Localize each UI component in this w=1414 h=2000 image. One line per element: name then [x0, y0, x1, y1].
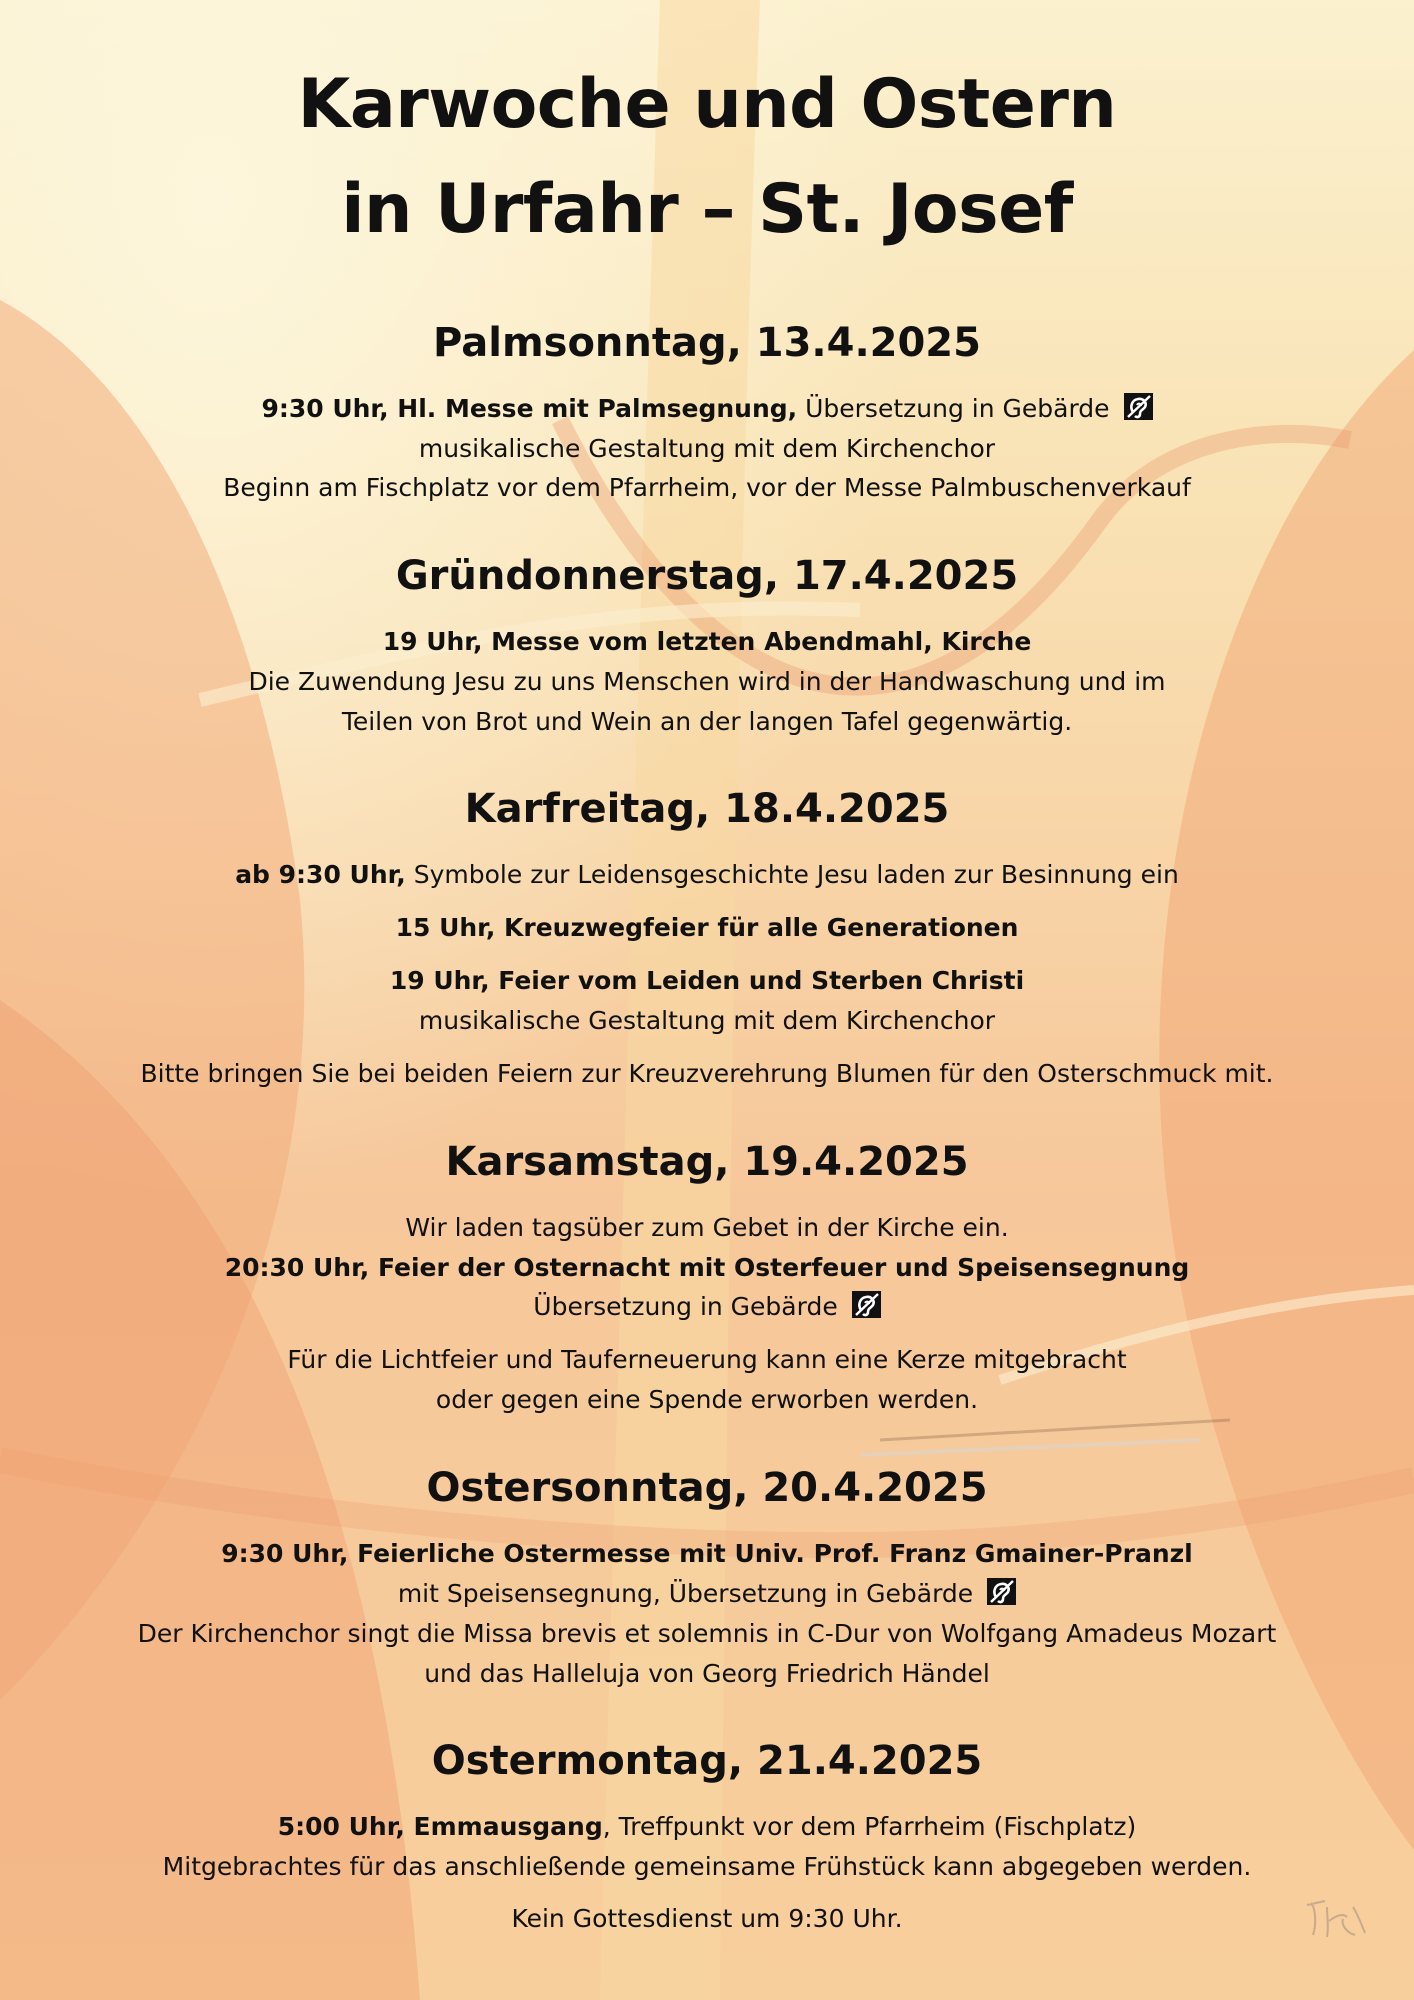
karfreitag-line-1 — [0, 855, 1414, 895]
karfreitag-line-2: 15 Uhr, Kreuzwegfeier für alle Generationen — [395, 913, 1019, 942]
karfreitag-line-5: Bitte bringen Sie bei beiden Feiern zur Kreuzverehrung Blumen für den Osterschmuck mit. — [140, 1059, 1274, 1088]
ostermontag-line-1-text: , Treffpunkt vor dem Pfarrheim (Fischplatz) — [602, 1812, 1137, 1841]
ostersonntag-heading: Ostersonntag, 20.4.2025 — [426, 1465, 988, 1511]
ostersonntag-line-1: 9:30 Uhr, Feierliche Ostermesse mit Univ. Prof. Franz Gmainer-Pranzl — [221, 1539, 1193, 1568]
karsamstag-line-5: oder gegen eine Spende erworben werden. — [435, 1385, 979, 1414]
ostermontag-heading: Ostermontag, 21.4.2025 — [431, 1738, 983, 1784]
karfreitag-time: ab 9:30 Uhr, — [235, 860, 406, 889]
karsamstag-line-1: Wir laden tagsüber zum Gebet in der Kirche ein. — [405, 1213, 1009, 1242]
palmsonntag-line-1 — [0, 389, 1414, 429]
karsamstag-line-4: Für die Lichtfeier und Tauferneuerung kann eine Kerze mitgebracht — [287, 1345, 1127, 1374]
ostersonntag-line-3: Der Kirchenchor singt die Missa brevis et solemnis in C-Dur von Wolfgang Amadeus Mozart — [137, 1619, 1277, 1648]
palmsonntag-line-3: Beginn am Fischplatz vor dem Pfarrheim, vor der Messe Palmbuschenverkauf — [223, 473, 1191, 502]
page-title-line-1: Karwoche und Ostern — [297, 65, 1117, 144]
hearing-impaired-icon — [852, 1291, 881, 1318]
palmsonntag-line-2: musikalische Gestaltung mit dem Kirchenchor — [418, 434, 996, 463]
palmsonntag-time: 9:30 Uhr, Hl. Messe mit Palmsegnung, — [261, 394, 798, 423]
gruendonnerstag-line-3: Teilen von Brot und Wein an der langen Tafel gegenwärtig. — [341, 707, 1073, 736]
gruendonnerstag-line-1: 19 Uhr, Messe vom letzten Abendmahl, Kirche — [382, 627, 1032, 656]
hearing-impaired-icon — [1124, 393, 1153, 420]
ostermontag-line-2: Mitgebrachtes für das anschließende gemeinsame Frühstück kann abgegeben werden. — [162, 1852, 1252, 1881]
karsamstag-line-3 — [0, 1287, 1414, 1327]
ostersonntag-line-4: und das Halleluja von Georg Friedrich Händel — [424, 1659, 990, 1688]
karsamstag-heading: Karsamstag, 19.4.2025 — [445, 1139, 969, 1185]
karsamstag-line-2: 20:30 Uhr, Feier der Osternacht mit Osterfeuer und Speisensegnung — [224, 1253, 1190, 1282]
ostersonntag-line-2 — [0, 1574, 1414, 1614]
gruendonnerstag-line-2: Die Zuwendung Jesu zu uns Menschen wird in der Handwaschung und im — [248, 667, 1166, 696]
palmsonntag-heading: Palmsonntag, 13.4.2025 — [433, 320, 981, 366]
ostersonntag-line-2-text: mit Speisensegnung, Übersetzung in Gebärde — [397, 1579, 974, 1608]
ostermontag-line-1 — [0, 1807, 1414, 1847]
page-title-line-2: in Urfahr – St. Josef — [341, 170, 1073, 249]
gruendonnerstag-heading: Gründonnerstag, 17.4.2025 — [395, 553, 1019, 599]
palmsonntag-line-1-text: Übersetzung in Gebärde — [797, 394, 1110, 423]
karfreitag-line-4: musikalische Gestaltung mit dem Kirchenchor — [418, 1006, 996, 1035]
karfreitag-line-1-text: Symbole zur Leidensgeschichte Jesu laden zur Besinnung ein — [405, 860, 1179, 889]
karfreitag-line-3: 19 Uhr, Feier vom Leiden und Sterben Christi — [389, 966, 1025, 995]
ostermontag-time: 5:00 Uhr, Emmausgang — [277, 1812, 603, 1841]
karfreitag-heading: Karfreitag, 18.4.2025 — [464, 786, 950, 832]
ostermontag-line-3: Kein Gottesdienst um 9:30 Uhr. — [511, 1904, 903, 1933]
hearing-impaired-icon — [987, 1578, 1016, 1605]
karsamstag-line-3-text: Übersetzung in Gebärde — [533, 1292, 838, 1321]
